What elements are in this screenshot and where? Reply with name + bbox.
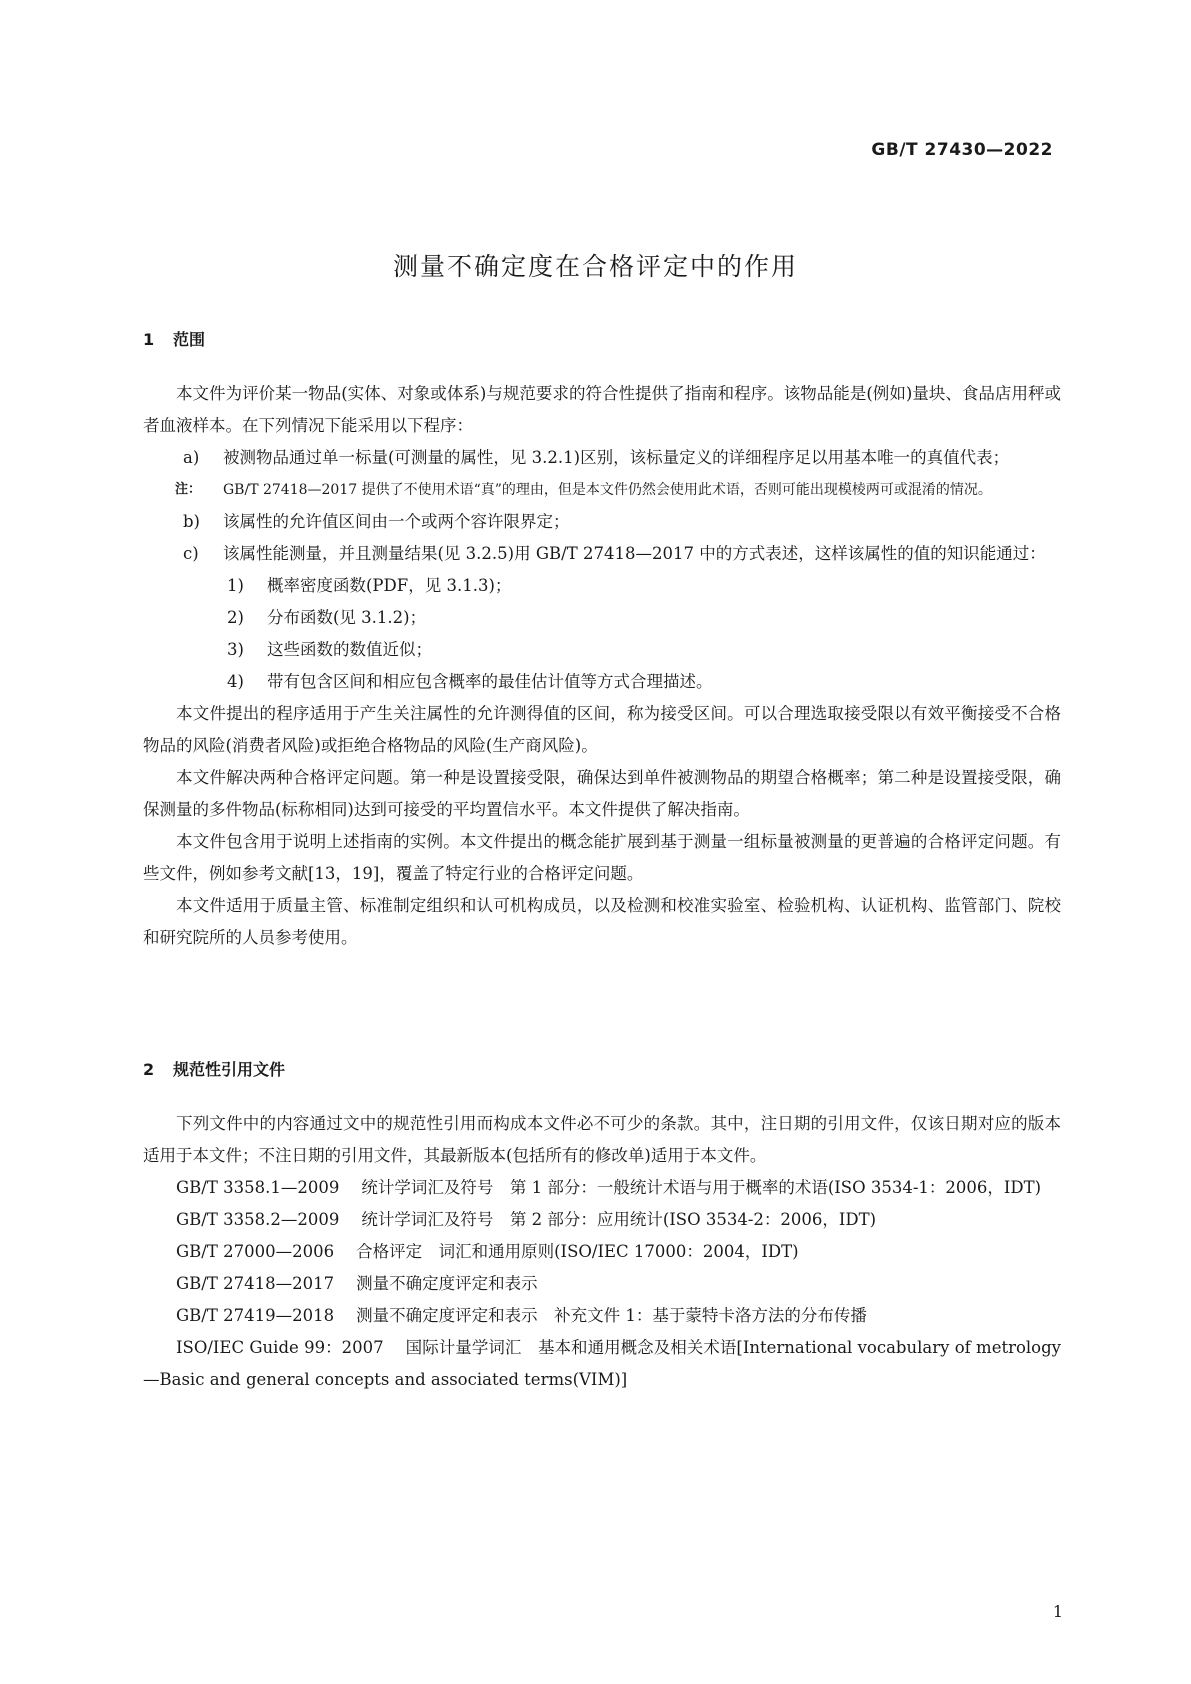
reference-entry <box>143 1332 1061 1396</box>
reference-title: 统计学词汇及符号 第 1 部分：一般统计术语与用于概率的术语(ISO 3534-1：2006，IDT) <box>361 1178 1042 1197</box>
section-title: 范围 <box>173 330 206 349</box>
section-number: 2 <box>143 1060 155 1079</box>
section-number: 1 <box>143 330 155 349</box>
reference-title: 合格评定 词汇和通用原则(ISO/IEC 17000：2004，IDT) <box>356 1242 799 1261</box>
sub-list-label: 1) <box>227 576 244 595</box>
list-label: c) <box>183 544 199 563</box>
reference-entry <box>143 1268 1061 1300</box>
paragraph: 本文件适用于质量主管、标准制定组织和认可机构成员，以及检测和校准实验室、检验机构、认证机构、监管部门、院校和研究院所的人员参考使用。 <box>143 896 1061 947</box>
section-1-heading <box>143 327 205 350</box>
reference-title: 统计学词汇及符号 第 2 部分：应用统计(ISO 3534-2：2006，IDT) <box>361 1210 877 1229</box>
paragraph: 本文件包含用于说明上述指南的实例。本文件提出的概念能扩展到基于测量一组标量被测量的更普遍的合格评定问题。有些文件，例如参考文献[13，19]，覆盖了特定行业的合格评定问题。 <box>143 832 1061 883</box>
sub-list-item <box>143 666 1061 698</box>
list-label: b) <box>183 512 200 531</box>
reference-entry <box>143 1236 1061 1268</box>
sub-list-text: 带有包含区间和相应包含概率的最佳估计值等方式合理描述。 <box>267 672 713 691</box>
list-text: 该属性能测量，并且测量结果(见 3.2.5)用 GB/T 27418—2017 中的方式表述，这样该属性的值的知识能通过： <box>223 544 1046 563</box>
sub-list-label: 3) <box>227 640 244 659</box>
paragraph: 下列文件中的内容通过文中的规范性引用而构成本文件必不可少的条款。其中，注日期的引用文件，仅该日期对应的版本适用于本文件；不注日期的引用文件，其最新版本(包括所有的修改单)适用于本文件。 <box>143 1114 1061 1165</box>
reference-code: GB/T 3358.2—2009 <box>176 1210 340 1229</box>
section-title: 规范性引用文件 <box>173 1060 286 1079</box>
paragraph: 本文件解决两种合格评定问题。第一种是设置接受限，确保达到单件被测物品的期望合格概率；第二种是设置接受限，确保测量的多件物品(标称相同)达到可接受的平均置信水平。本文件提供了解决指南。 <box>143 768 1061 819</box>
sub-list-item <box>143 570 1061 602</box>
list-text: 被测物品通过单一标量(可测量的属性，见 3.2.1)区别，该标量定义的详细程序足以用基本唯一的真值代表； <box>223 448 1010 467</box>
standard-code: GB/T 27430—2022 <box>871 140 1053 160</box>
document-title: 测量不确定度在合格评定中的作用 <box>392 252 798 281</box>
reference-entry <box>143 1172 1061 1204</box>
list-item-a <box>143 442 1061 474</box>
list-item-b <box>143 506 1061 538</box>
sub-list-item <box>143 602 1061 634</box>
sub-list-text: 分布函数(见 3.1.2)； <box>267 608 427 627</box>
paragraph: 本文件为评价某一物品(实体、对象或体系)与规范要求的符合性提供了指南和程序。该物品能是(例如)量块、食品店用秤或者血液样本。在下列情况下能采用以下程序： <box>143 384 1061 435</box>
note <box>143 474 1061 506</box>
reference-code: GB/T 27418—2017 <box>176 1274 335 1293</box>
reference-title: 测量不确定度评定和表示 补充文件 1：基于蒙特卡洛方法的分布传播 <box>356 1306 867 1325</box>
sub-list-label: 4) <box>227 672 244 691</box>
page-number: 1 <box>1052 1602 1063 1621</box>
reference-entry <box>143 1204 1061 1236</box>
sub-list-text: 概率密度函数(PDF，见 3.1.3)； <box>267 576 512 595</box>
reference-entry <box>143 1300 1061 1332</box>
section-2-body <box>143 1108 1061 1396</box>
list-item-c <box>143 538 1061 570</box>
sub-list-item <box>143 634 1061 666</box>
note-text: GB/T 27418—2017 提供了不使用术语“真”的理由，但是本文件仍然会使用此术语，否则可能出现模棱两可或混淆的情况。 <box>223 482 992 498</box>
reference-title: 测量不确定度评定和表示 <box>356 1274 538 1293</box>
paragraph: 本文件提出的程序适用于产生关注属性的允许测得值的区间，称为接受区间。可以合理选取接受限以有效平衡接受不合格物品的风险(消费者风险)或拒绝合格物品的风险(生产商风险)。 <box>143 704 1061 755</box>
list-text: 该属性的允许值区间由一个或两个容许限界定； <box>223 512 570 531</box>
reference-code: GB/T 27419—2018 <box>176 1306 335 1325</box>
list-label: a) <box>183 448 200 467</box>
note-label: 注： <box>175 482 202 497</box>
reference-title: 国际计量学词汇 基本和通用概念及相关术语[International vocabulary of metrology—Basic and general concepts and associated terms(VIM)] <box>143 1338 1062 1389</box>
reference-code: GB/T 3358.1—2009 <box>176 1178 340 1197</box>
section-1-body <box>143 378 1061 954</box>
sub-list-text: 这些函数的数值近似； <box>267 640 432 659</box>
sub-list-label: 2) <box>227 608 244 627</box>
reference-code: ISO/IEC Guide 99：2007 <box>176 1338 384 1357</box>
reference-code: GB/T 27000—2006 <box>176 1242 335 1261</box>
section-2-heading <box>143 1057 285 1080</box>
